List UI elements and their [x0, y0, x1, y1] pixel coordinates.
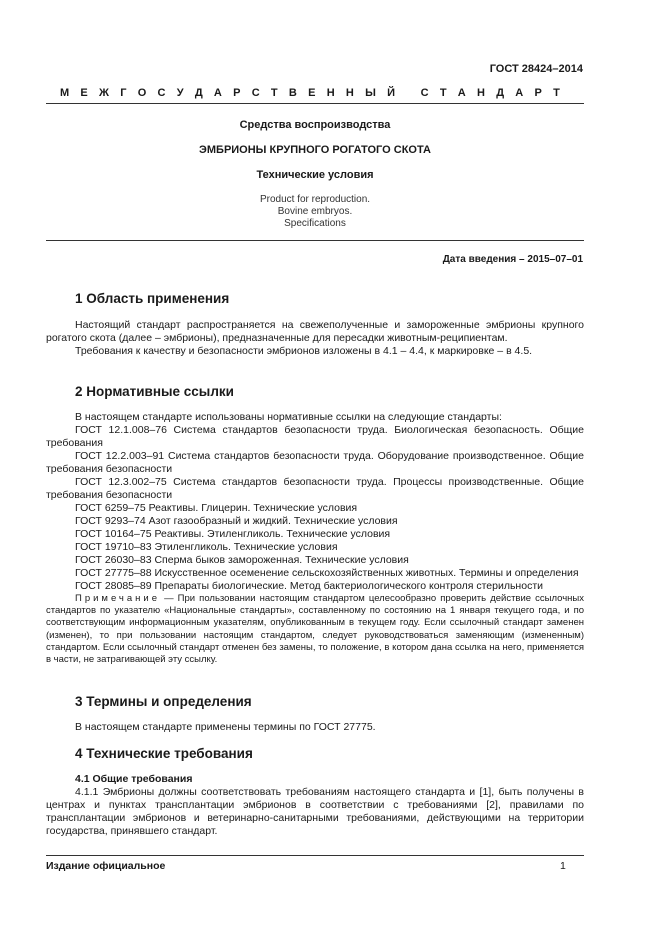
reference-item: ГОСТ 19710–83 Этиленгликоль. Технические условия [75, 541, 338, 553]
reference-item: ГОСТ 27775–88 Искусственное осеменение сельскохозяйственных животных. Термины и определения [75, 567, 579, 579]
reference-item: ГОСТ 6259–75 Реактивы. Глицерин. Технические условия [75, 502, 358, 514]
note-label: Примечание [75, 593, 160, 604]
title-rule [46, 240, 584, 241]
note-text: — При пользовании настоящим стандартом целесообразно проверить действие ссылочных стандартов по указателю «Национальные стандарты», составленному по состоянию на 1 января текущего года, и по соответствующим информационным указателям, опубликованным в текущем году. Если ссылочный стандарт заменен (изменен), то при пользовании настоящим стандартом, следует руководствоваться заменяющим (измененным) стандартом. Если ссылочный стандарт отменен без замены, то положение, в котором дана ссылка на него, применяется в части, не затрагивающей эту ссылку. [46, 593, 584, 666]
banner-letter: Ж [99, 87, 109, 99]
title-subtitle: Технические условия [256, 169, 374, 181]
section-1-body [46, 319, 584, 358]
banner-letter: Ы [365, 87, 376, 99]
reference-item: ГОСТ 12.3.002–75 Система стандартов безопасности труда. Процессы производственные. Общие требования безопасности [46, 476, 584, 501]
section-1-title: 1 Область применения [75, 291, 230, 306]
banner-letter: Е [80, 87, 88, 99]
banner-letter: В [288, 87, 297, 99]
banner-letter: Т [439, 87, 447, 99]
banner-letter: Р [233, 87, 241, 99]
section-2-heading [75, 384, 234, 399]
banner-letter: У [176, 87, 184, 99]
banner-letter: Р [534, 87, 542, 99]
banner-letter: Т [270, 87, 278, 99]
header-rule [46, 103, 584, 104]
section-4-subheading: 4.1 Общие требования [75, 773, 193, 785]
banner-letter: С [157, 87, 166, 99]
banner-letter: Н [345, 87, 354, 99]
section-3-paragraph-1: В настоящем стандарте применены термины по ГОСТ 27775. [75, 721, 376, 733]
banner-letter: Й [387, 87, 396, 99]
section-3-body [46, 721, 584, 734]
section-4-heading [75, 746, 253, 761]
banner-letter: Д [496, 87, 505, 99]
section-2-intro: В настоящем стандарте использованы нормативные ссылки на следующие стандарты: [75, 411, 502, 423]
banner-letter: О [137, 87, 147, 99]
banner-letter: С [420, 87, 429, 99]
banner-gap [406, 87, 409, 99]
section-4-paragraph-1: 4.1.1 Эмбрионы должны соответствовать требованиям настоящего стандарта и [1], быть получены в центрах и пунктах трансплантации эмбрионов в соответствии с требованиями [2], правилами по трансплантации эмбрионов и ветеринарно-санитарными требованиями, действующими на территории государства, принявшего стандарт. [46, 786, 584, 837]
title-english-line-1: Product for reproduction. [259, 194, 371, 205]
section-2-title: 2 Нормативные ссылки [75, 384, 234, 399]
title-english [46, 194, 584, 230]
reference-item: ГОСТ 12.2.003–91 Система стандартов безопасности труда. Оборудование производственное. Общие требования безопасности [46, 450, 584, 475]
banner-letter: М [60, 87, 70, 99]
page-number: 1 [560, 860, 566, 872]
official-edition-label: Издание официальное [46, 860, 166, 872]
section-1-paragraph-2: Требования к качеству и безопасности эмбрионов изложены в 4.1 – 4.4, к маркировке – в 4.5. [75, 345, 533, 357]
banner-letter: С [251, 87, 260, 99]
introduction-date: Дата введения – 2015–07–01 [442, 254, 583, 265]
banner-letter: А [515, 87, 524, 99]
reference-item: ГОСТ 26030–83 Сперма быков замороженная. Технические условия [75, 554, 409, 566]
banner-letter: Г [120, 87, 127, 99]
section-2-body [46, 411, 584, 666]
footer-rule [46, 855, 584, 856]
document-code: ГОСТ 28424–2014 [489, 63, 583, 75]
section-3-title: 3 Термины и определения [75, 694, 252, 709]
standard-banner [60, 87, 560, 99]
section-4-title: 4 Технические требования [75, 746, 253, 761]
reference-item: ГОСТ 9293–74 Азот газообразный и жидкий. Технические условия [75, 515, 398, 527]
banner-letter: Н [326, 87, 335, 99]
banner-letter: Е [308, 87, 316, 99]
title-category: Средства воспроизводства [239, 119, 391, 131]
banner-letter: Т [553, 87, 560, 99]
section-1-heading [75, 291, 229, 306]
title-english-line-2: Bovine embryos. [277, 206, 353, 217]
reference-item: ГОСТ 12.1.008–76 Система стандартов безопасности труда. Биологическая безопасность. Общие требования [46, 424, 584, 449]
section-1-paragraph-1: Настоящий стандарт распространяется на свежеполученные и замороженные эмбрионы крупного рогатого скота (далее – эмбрионы), предназначенные для пересадки животным-реципиентам. [46, 319, 584, 344]
reference-item: ГОСТ 28085–89 Препараты биологические. Метод бактериологического контроля стерильности [75, 580, 543, 592]
banner-letter: Д [194, 87, 203, 99]
title-name: ЭМБРИОНЫ КРУПНОГО РОГАТОГО СКОТА [199, 144, 431, 156]
title-english-line-3: Specifications [284, 218, 346, 229]
banner-letter: А [457, 87, 466, 99]
section-3-heading [75, 694, 252, 709]
banner-letter: А [213, 87, 222, 99]
section-2-note [46, 593, 584, 666]
section-4-body [46, 773, 584, 838]
reference-item: ГОСТ 10164–75 Реактивы. Этиленгликоль. Технические условия [75, 528, 391, 540]
banner-letter: Н [477, 87, 485, 99]
